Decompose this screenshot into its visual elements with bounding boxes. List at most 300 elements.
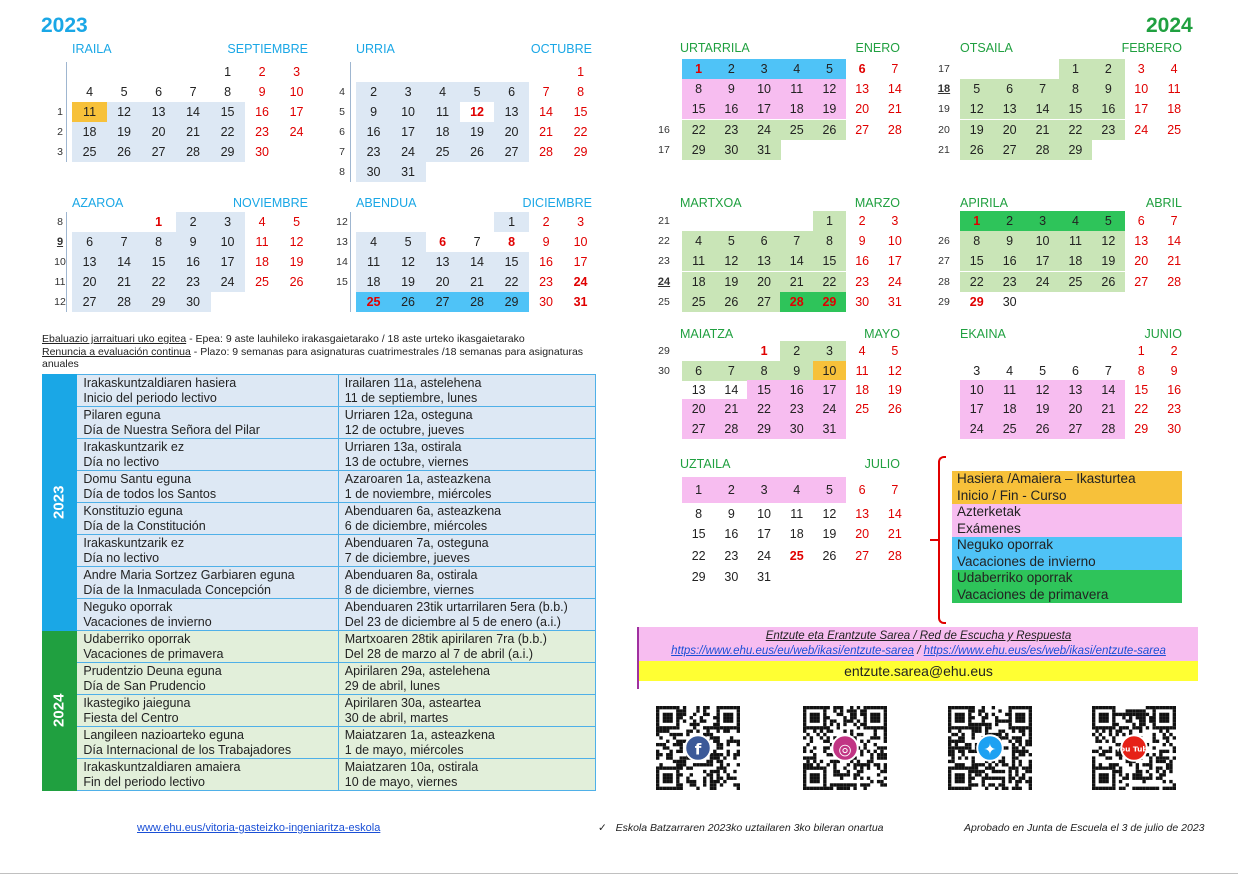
event-date bbox=[338, 631, 595, 663]
event-date-line: 8 de diciembre, viernes bbox=[344, 582, 474, 597]
calendar-day: 23 bbox=[993, 272, 1027, 292]
calendar-day: 19 bbox=[289, 255, 304, 269]
calendar-day: 21 bbox=[1167, 254, 1182, 268]
week-number: 30 bbox=[658, 365, 670, 377]
calendar-day: 9 bbox=[176, 232, 211, 252]
event-date bbox=[338, 439, 595, 471]
calendar-day: 4 bbox=[1006, 364, 1014, 378]
calendar-day: 22 bbox=[494, 272, 529, 292]
month-header-apr bbox=[960, 196, 1182, 212]
calendar-day: 16 bbox=[539, 255, 553, 269]
calendar-day: 5 bbox=[120, 85, 128, 99]
event-date-line: Abenduaren 23tik urtarrilaren 5era (b.b.) bbox=[344, 600, 568, 614]
event-name-line: Día de la Inmaculada Concepción bbox=[83, 582, 271, 597]
event-date-line: 6 de diciembre, miércoles bbox=[344, 518, 488, 533]
calendar-day: 10 bbox=[813, 361, 846, 381]
event-date-line: Maiatzaren 10a, ostirala bbox=[344, 760, 479, 774]
calendar-day: 24 bbox=[1026, 272, 1060, 292]
calendar-day: 30 bbox=[356, 162, 391, 182]
legend-label: Vacaciones de invierno bbox=[957, 553, 1096, 569]
calendar-day: 3 bbox=[210, 212, 245, 232]
calendar-day: 1 bbox=[577, 65, 585, 79]
calendar-day: 17 bbox=[813, 380, 846, 400]
calendar-day: 9 bbox=[727, 507, 735, 521]
calendar-day: 28 bbox=[460, 292, 495, 312]
calendar-day: 8 bbox=[1137, 364, 1145, 378]
calendar-day: 13 bbox=[72, 252, 107, 272]
calendar-day: 27 bbox=[425, 292, 460, 312]
contact-header bbox=[639, 627, 1198, 661]
calendar-day: 27 bbox=[682, 419, 715, 439]
calendar-day: 18 bbox=[780, 99, 813, 119]
calendar-day: 31 bbox=[887, 295, 902, 309]
calendar-day: 4 bbox=[1059, 211, 1093, 231]
calendar-day: 23 bbox=[255, 125, 269, 139]
calendar-day: 5 bbox=[891, 344, 899, 358]
calendar-day: 24 bbox=[1134, 123, 1149, 137]
calendar-day: 12 bbox=[470, 105, 484, 119]
event-name-line: Prudentzio Deuna eguna bbox=[83, 664, 222, 678]
month-header-jul bbox=[680, 457, 900, 473]
calendar-day: 15 bbox=[747, 380, 780, 400]
calendar-day: 21 bbox=[715, 399, 748, 419]
calendar-day: 27 bbox=[1059, 419, 1093, 439]
calendar-day: 2 bbox=[1170, 344, 1178, 358]
qr-code-youtube[interactable] bbox=[1092, 706, 1176, 790]
calendar-day: 25 bbox=[789, 549, 804, 563]
contact-url-es[interactable]: https://www.ehu.eus/es/web/ikasi/entzute-sarea bbox=[923, 645, 1166, 657]
calendar-day: 30 bbox=[1002, 295, 1017, 309]
calendar-day: 13 bbox=[855, 82, 870, 96]
calendar-day: 20 bbox=[855, 102, 870, 116]
calendar-day: 23 bbox=[1167, 402, 1182, 416]
event-name-line: Pilaren eguna bbox=[83, 408, 161, 422]
calendar-day: 29 bbox=[682, 140, 715, 160]
calendar-day: 28 bbox=[1167, 275, 1182, 289]
year-2024: 2024 bbox=[1146, 14, 1193, 37]
calendar-day: 5 bbox=[1039, 364, 1047, 378]
week-number: 1 bbox=[57, 106, 63, 118]
calendar-day: 6 bbox=[682, 361, 715, 381]
calendar-day: 3 bbox=[891, 214, 899, 228]
calendar-day: 6 bbox=[155, 85, 163, 99]
calendar-day: 25 bbox=[1059, 272, 1093, 292]
month-name-es: OCTUBRE bbox=[530, 42, 592, 56]
contact-title: Entzute eta Erantzute Sarea / Red de Escucha y Respuesta bbox=[765, 630, 1072, 642]
calendar-day: 22 bbox=[1059, 120, 1093, 140]
calendar-day: 8 bbox=[224, 85, 232, 99]
calendar-day: 1 bbox=[682, 477, 715, 503]
calendar-day: 26 bbox=[289, 275, 304, 289]
calendar-day: 22 bbox=[1134, 402, 1149, 416]
calendar-day: 17 bbox=[1134, 102, 1149, 116]
calendar-day: 18 bbox=[72, 122, 107, 142]
calendar-day: 11 bbox=[780, 79, 813, 99]
calendar-day: 11 bbox=[425, 102, 460, 122]
calendar-day: 23 bbox=[539, 275, 553, 289]
event-row bbox=[43, 759, 596, 791]
calendar-day: 11 bbox=[790, 507, 804, 521]
event-name-line: Irakaskuntzarik ez bbox=[83, 440, 185, 454]
calendar-day: 19 bbox=[1026, 399, 1060, 419]
calendar-day: 13 bbox=[691, 383, 706, 397]
calendar-day: 14 bbox=[724, 383, 739, 397]
calendar-day: 18 bbox=[855, 383, 870, 397]
calendar-day: 15 bbox=[691, 527, 706, 541]
event-row bbox=[43, 535, 596, 567]
contact-url-eu[interactable]: https://www.ehu.eus/eu/web/ikasi/entzute-sarea bbox=[671, 645, 915, 657]
legend-label: Udaberriko oporrak bbox=[957, 570, 1073, 585]
calendar-day: 24 bbox=[960, 419, 994, 439]
week-number: 4 bbox=[339, 86, 345, 98]
month-grid-line bbox=[350, 62, 351, 182]
calendar-day: 10 bbox=[1134, 82, 1149, 96]
event-row bbox=[43, 567, 596, 599]
week-number: 22 bbox=[658, 235, 670, 247]
calendar-day: 24 bbox=[887, 275, 902, 289]
month-name-es: MAYO bbox=[864, 327, 900, 341]
calendar-day: 4 bbox=[356, 232, 391, 252]
event-year-cell bbox=[43, 631, 77, 791]
week-number: 12 bbox=[54, 296, 66, 308]
event-name-line: Día de la Constitución bbox=[83, 518, 206, 533]
calendar-day: 27 bbox=[141, 142, 176, 162]
calendar-day: 3 bbox=[391, 82, 426, 102]
calendar-day: 26 bbox=[813, 120, 846, 140]
event-name-line: Día de todos los Santos bbox=[83, 486, 217, 501]
calendar-day: 5 bbox=[1092, 211, 1126, 231]
calendar-day: 7 bbox=[542, 85, 550, 99]
event-name bbox=[77, 759, 338, 791]
calendar-day: 8 bbox=[577, 85, 585, 99]
calendar-day: 30 bbox=[724, 570, 739, 584]
qr-code-instagram[interactable] bbox=[803, 706, 887, 790]
week-number: 28 bbox=[938, 276, 950, 288]
calendar-day: 17 bbox=[391, 122, 426, 142]
calendar-day: 4 bbox=[858, 344, 866, 358]
month-header-jan bbox=[680, 41, 900, 57]
event-date-line: Abenduaren 8a, ostirala bbox=[344, 568, 478, 582]
calendar-day: 13 bbox=[425, 252, 460, 272]
calendar-day: 25 bbox=[255, 275, 269, 289]
calendar-day: 2 bbox=[858, 214, 866, 228]
calendar-day: 3 bbox=[747, 59, 780, 79]
legend-label: Exámenes bbox=[957, 520, 1021, 536]
calendar-day: 9 bbox=[542, 235, 550, 249]
calendar-day: 7 bbox=[1026, 79, 1060, 99]
calendar-day: 28 bbox=[539, 145, 553, 159]
calendar-day: 22 bbox=[960, 272, 994, 292]
calendar-day: 19 bbox=[460, 122, 495, 142]
calendar-day: 17 bbox=[1026, 251, 1060, 271]
calendar-day: 19 bbox=[391, 272, 426, 292]
calendar-day: 1 bbox=[813, 211, 846, 231]
calendar-day: 15 bbox=[573, 105, 588, 119]
legend bbox=[952, 471, 1182, 603]
calendar-day: 13 bbox=[1134, 234, 1149, 248]
calendar-day: 22 bbox=[573, 125, 588, 139]
calendar-day: 25 bbox=[356, 292, 391, 312]
week-number: 14 bbox=[336, 256, 348, 268]
calendar-day: 23 bbox=[855, 275, 870, 289]
month-header-mar bbox=[680, 196, 900, 212]
calendar-day: 10 bbox=[573, 235, 588, 249]
calendar-day: 5 bbox=[391, 232, 426, 252]
calendar-day: 3 bbox=[973, 364, 981, 378]
calendar-day: 29 bbox=[1059, 140, 1093, 160]
calendar-day: 1 bbox=[1137, 344, 1145, 358]
event-row bbox=[43, 375, 596, 407]
note-eu-text: - Epea: 9 aste lauhileko irakasgaietarako / 18 aste urteko ikasgaietarako bbox=[186, 333, 525, 345]
month-name-es: JUNIO bbox=[1144, 327, 1182, 341]
calendar-day: 7 bbox=[1104, 364, 1112, 378]
calendar-day: 1 bbox=[1059, 59, 1093, 79]
event-date bbox=[338, 663, 595, 695]
calendar-day: 28 bbox=[780, 292, 813, 312]
calendar-day: 5 bbox=[715, 231, 748, 251]
calendar-day: 29 bbox=[573, 145, 588, 159]
week-number: 26 bbox=[938, 235, 950, 247]
calendar-day: 11 bbox=[356, 252, 391, 272]
calendar-day: 4 bbox=[780, 477, 813, 503]
calendar-day: 3 bbox=[813, 341, 846, 361]
calendar-day: 30 bbox=[715, 140, 748, 160]
year-2023: 2023 bbox=[41, 14, 88, 37]
event-name-line: Andre Maria Sortzez Garbiaren eguna bbox=[83, 568, 295, 582]
calendar-day: 19 bbox=[887, 383, 902, 397]
note-es-label: Renuncia a evaluación continua bbox=[42, 346, 191, 358]
legend-label: Azterketak bbox=[957, 504, 1021, 519]
calendar-day: 7 bbox=[780, 231, 813, 251]
month-grid-line bbox=[350, 212, 351, 312]
calendar-day: 16 bbox=[255, 105, 269, 119]
calendar-day: 5 bbox=[293, 215, 301, 229]
week-number: 16 bbox=[658, 124, 670, 136]
calendar-day: 24 bbox=[391, 142, 426, 162]
calendar-day: 31 bbox=[747, 140, 780, 160]
week-number: 17 bbox=[658, 144, 670, 156]
calendar-day: 3 bbox=[577, 215, 585, 229]
contact-url-sep: / bbox=[914, 645, 924, 657]
note-es-text: - Plazo: 9 semanas para asignaturas cuatrimestrales /18 semanas para asignaturas anuales bbox=[42, 346, 584, 370]
week-number: 8 bbox=[57, 216, 63, 228]
legend-label: Neguko oporrak bbox=[957, 537, 1054, 552]
month-name-es: NOVIEMBRE bbox=[232, 196, 308, 210]
calendar-day: 16 bbox=[855, 254, 870, 268]
week-number: 25 bbox=[658, 296, 670, 308]
week-number: 19 bbox=[938, 103, 950, 115]
approved-eu-text: Eskola Batzarraren 2023ko uztailaren 3ko bileran onartua bbox=[615, 822, 884, 834]
calendar-day: 11 bbox=[855, 364, 869, 378]
calendar-day: 1 bbox=[494, 212, 529, 232]
calendar-day: 23 bbox=[715, 120, 748, 140]
calendar-day: 23 bbox=[724, 549, 739, 563]
month-header-dec bbox=[356, 196, 592, 212]
calendar-day: 11 bbox=[1059, 231, 1093, 251]
event-row bbox=[43, 599, 596, 631]
event-date-line: Azaroaren 1a, asteazkena bbox=[344, 472, 491, 486]
calendar-day: 18 bbox=[1059, 251, 1093, 271]
instagram-icon-glyph: ◎ bbox=[838, 740, 852, 759]
event-name-line: Langileen nazioarteko eguna bbox=[83, 728, 244, 742]
calendar-day: 4 bbox=[1170, 62, 1178, 76]
event-name bbox=[77, 631, 338, 663]
calendar-day: 20 bbox=[425, 272, 460, 292]
event-name bbox=[77, 407, 338, 439]
event-row bbox=[43, 695, 596, 727]
calendar-day: 17 bbox=[289, 105, 304, 119]
calendar-day: 10 bbox=[210, 232, 245, 252]
calendar-day: 23 bbox=[780, 399, 813, 419]
month-name-es: MARZO bbox=[854, 196, 900, 210]
week-number: 5 bbox=[339, 106, 345, 118]
contact-box bbox=[637, 627, 1198, 689]
calendar-day: 1 bbox=[682, 59, 715, 79]
youtube-icon-glyph: You Tube bbox=[1115, 744, 1153, 754]
calendar-day: 1 bbox=[960, 211, 994, 231]
calendar-day: 26 bbox=[460, 142, 495, 162]
calendar-day: 20 bbox=[993, 120, 1027, 140]
event-name-line: Vacaciones de primavera bbox=[83, 646, 224, 661]
calendar-day: 15 bbox=[813, 251, 846, 271]
calendar-day: 22 bbox=[210, 122, 245, 142]
twitter-icon-glyph: ✦ bbox=[983, 740, 997, 759]
calendar-day: 2 bbox=[993, 211, 1027, 231]
calendar-day: 25 bbox=[425, 142, 460, 162]
event-name-line: Domu Santu eguna bbox=[83, 472, 192, 486]
event-name-line: Neguko oporrak bbox=[83, 600, 173, 614]
calendar-day: 20 bbox=[141, 122, 176, 142]
calendar-day: 8 bbox=[1059, 79, 1093, 99]
calendar-day: 21 bbox=[539, 125, 553, 139]
calendar-day: 16 bbox=[176, 252, 211, 272]
event-name-line: Fiesta del Centro bbox=[83, 710, 179, 725]
events-table bbox=[42, 374, 596, 791]
calendar-day: 12 bbox=[960, 99, 994, 119]
calendar-day: 2 bbox=[780, 341, 813, 361]
calendar-day: 12 bbox=[822, 507, 837, 521]
calendar-day: 26 bbox=[391, 292, 426, 312]
calendar-day: 14 bbox=[887, 82, 902, 96]
calendar-day: 19 bbox=[813, 99, 846, 119]
calendar-day: 21 bbox=[780, 272, 813, 292]
calendar-day: 7 bbox=[473, 235, 481, 249]
event-name-line: Día de Nuestra Señora del Pilar bbox=[83, 422, 260, 437]
calendar-day: 28 bbox=[1092, 419, 1126, 439]
calendar-day: 10 bbox=[289, 85, 304, 99]
event-date bbox=[338, 535, 595, 567]
calendar-day: 4 bbox=[780, 59, 813, 79]
calendar-day: 30 bbox=[855, 295, 870, 309]
calendar-day: 4 bbox=[682, 231, 715, 251]
calendar-day: 22 bbox=[691, 549, 706, 563]
calendar-day: 17 bbox=[757, 527, 771, 541]
calendar-day: 22 bbox=[747, 399, 780, 419]
footer-approved-es: Aprobado en Junta de Escuela el 3 de julio de 2023 bbox=[964, 822, 1205, 834]
event-name-line: Irakaskuntzaldiaren amaiera bbox=[83, 760, 241, 774]
event-date bbox=[338, 567, 595, 599]
event-date-line: Del 28 de marzo al 7 de abril (a.i.) bbox=[344, 646, 534, 661]
legend-label: Hasiera /Amaiera – Ikasturtea bbox=[957, 471, 1136, 486]
event-date bbox=[338, 759, 595, 791]
week-number: 21 bbox=[938, 144, 950, 156]
calendar-day: 21 bbox=[460, 272, 495, 292]
calendar-day: 29 bbox=[494, 292, 529, 312]
calendar-day: 15 bbox=[1134, 383, 1149, 397]
calendar-day: 14 bbox=[460, 252, 495, 272]
month-name-es: JULIO bbox=[864, 457, 900, 471]
calendar-day: 1 bbox=[760, 344, 768, 358]
event-date-line: Martxoaren 28tik apirilaren 7ra (b.b.) bbox=[344, 632, 547, 646]
calendar-day: 12 bbox=[715, 251, 748, 271]
calendar-day: 11 bbox=[993, 380, 1027, 400]
event-row bbox=[43, 631, 596, 663]
calendar-day: 8 bbox=[747, 361, 780, 381]
event-date-line: 29 de abril, lunes bbox=[344, 678, 440, 693]
calendar-day: 18 bbox=[255, 255, 269, 269]
calendar-day: 6 bbox=[494, 82, 529, 102]
event-name bbox=[77, 471, 338, 503]
qr-code-twitter[interactable] bbox=[948, 706, 1032, 790]
calendar-day: 14 bbox=[107, 252, 142, 272]
calendar-day: 27 bbox=[494, 142, 529, 162]
calendar-day: 7 bbox=[107, 232, 142, 252]
month-name-es: SEPTIEMBRE bbox=[227, 42, 308, 56]
calendar-day: 9 bbox=[356, 102, 391, 122]
event-date-line: Apirilaren 29a, astelehena bbox=[344, 664, 491, 678]
calendar-day: 4 bbox=[258, 215, 266, 229]
event-name-line: Ikastegiko jaieguna bbox=[83, 696, 191, 710]
week-number: 7 bbox=[339, 146, 345, 158]
calendar-day: 12 bbox=[107, 102, 142, 122]
calendar-day: 2 bbox=[356, 82, 391, 102]
calendar-day: 12 bbox=[813, 79, 846, 99]
month-name-eu: IRAILA bbox=[72, 42, 112, 56]
calendar-day: 10 bbox=[887, 234, 902, 248]
calendar-day: 9 bbox=[258, 85, 266, 99]
event-name-line: Día no lectivo bbox=[83, 454, 160, 469]
calendar-day: 17 bbox=[747, 99, 780, 119]
calendar-day: 15 bbox=[1059, 99, 1093, 119]
calendar-day: 14 bbox=[1092, 380, 1126, 400]
footer-link[interactable]: www.ehu.eus/vitoria-gasteizko-ingeniaritza-eskola bbox=[137, 822, 381, 834]
calendar-day: 23 bbox=[356, 142, 391, 162]
event-date bbox=[338, 727, 595, 759]
calendar-day: 17 bbox=[887, 254, 902, 268]
calendar-day: 6 bbox=[1071, 364, 1079, 378]
event-date-line: Urriaren 12a, osteguna bbox=[344, 408, 473, 422]
event-row bbox=[43, 407, 596, 439]
legend-item bbox=[952, 537, 1182, 570]
calendar-day: 11 bbox=[682, 251, 715, 271]
calendar-day: 16 bbox=[724, 527, 739, 541]
calendar-day: 17 bbox=[960, 399, 994, 419]
calendar-day: 6 bbox=[858, 483, 866, 497]
calendar-day: 31 bbox=[391, 162, 426, 182]
calendar-day: 2 bbox=[176, 212, 211, 232]
contact-email[interactable]: entzute.sarea@ehu.eus bbox=[844, 663, 993, 679]
week-number: 6 bbox=[339, 126, 345, 138]
calendar-day: 21 bbox=[176, 122, 211, 142]
qr-code-facebook[interactable] bbox=[656, 706, 740, 790]
calendar-day: 19 bbox=[822, 527, 837, 541]
event-row bbox=[43, 471, 596, 503]
week-number: 27 bbox=[938, 255, 950, 267]
continuous-evaluation-note bbox=[42, 333, 612, 370]
calendar-day: 1 bbox=[224, 65, 232, 79]
calendar-day: 31 bbox=[573, 295, 588, 309]
calendar-day: 19 bbox=[1092, 251, 1126, 271]
